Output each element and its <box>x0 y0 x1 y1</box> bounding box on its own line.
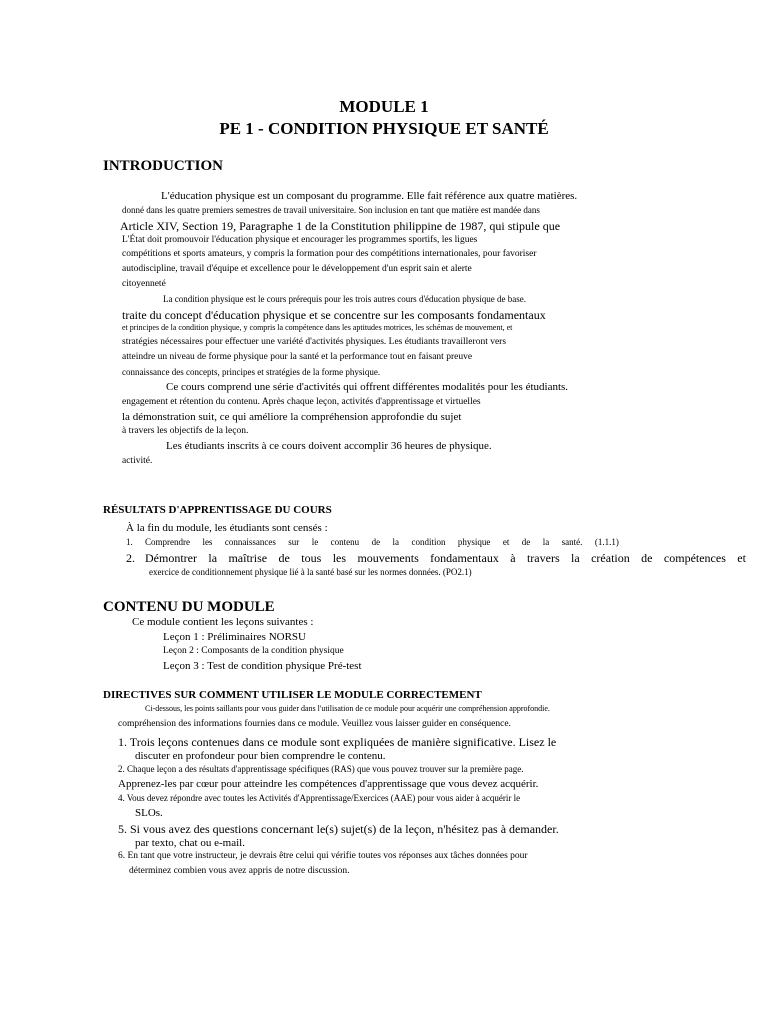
intro-line: à travers les objectifs de la leçon. <box>122 426 249 436</box>
intro-line: connaissance des concepts, principes et stratégies de la forme physique. <box>122 367 381 377</box>
intro-line: la démonstration suit, ce qui améliore la compréhension approfondie du sujet <box>122 411 462 423</box>
intro-line: et principes de la condition physique, y compris la compétence dans les aptitudes motrices, les schémas de mouvement, et <box>122 323 513 332</box>
intro-line: stratégies nécessaires pour effectuer une variété d'activités physiques. Les étudiants travailleront vers <box>122 337 507 347</box>
module-number: MODULE 1 <box>339 97 429 116</box>
directives-intro: Ci-dessous, les points saillants pour vous guider dans l'utilisation de ce module pour acquérir une compréhension approfondie. <box>145 704 550 713</box>
intro-line: donné dans les quatre premiers semestres de travail universitaire. Son inclusion en tant que matière est mandée dans <box>122 205 540 215</box>
intro-line: autodiscipline, travail d'équipe et excellence pour le développement d'un esprit sain et alerte <box>122 264 472 274</box>
directives-heading: DIRECTIVES SUR COMMENT UTILISER LE MODULE CORRECTEMENT <box>103 689 482 701</box>
module-title: PE 1 - CONDITION PHYSIQUE ET SANTÉ <box>219 119 549 138</box>
directive-item: 4. Vous devez répondre avec toutes les Activités d'Apprentissage/Exercices (AAE) pour vous aider à acquérir le <box>118 793 521 803</box>
outcome-number: 1. <box>126 537 133 547</box>
directive-item: 1. Trois leçons contenues dans ce module sont expliquées de manière significative. Lisez le <box>118 735 557 749</box>
outcome-item-1: Comprendre les connaissances sur le contenu de la condition physique et de la santé. (1.1.1) <box>145 537 619 547</box>
intro-line: La condition physique est le cours prérequis pour les trois autres cours d'éducation physique de base. <box>163 294 527 304</box>
directive-item-cont: déterminez combien vous avez appris de notre discussion. <box>129 866 350 876</box>
intro-line: compétitions et sports amateurs, y compris la formation pour des compétitions internationales, pour favoriser <box>122 249 537 259</box>
outcomes-intro: À la fin du module, les étudiants sont censés : <box>126 522 328 534</box>
intro-line: traite du concept d'éducation physique et se concentre sur les composants fondamentaux <box>122 308 546 322</box>
outcome-item-2: Démontrer la maîtrise de tous les mouvements fondamentaux à travers la création de compétences et <box>145 551 746 565</box>
introduction-heading: INTRODUCTION <box>103 158 224 174</box>
directive-item-cont: SLOs. <box>135 807 163 819</box>
intro-line: engagement et rétention du contenu. Après chaque leçon, activités d'apprentissage et virtuelles <box>122 397 481 407</box>
lesson-item: Leçon 2 : Composants de la condition physique <box>163 646 344 656</box>
directive-item: 5. Si vous avez des questions concernant le(s) sujet(s) de la leçon, n'hésitez pas à demander. <box>118 822 559 836</box>
directive-item: 6. En tant que votre instructeur, je devrais être celui qui vérifie toutes vos réponses aux tâches données pour <box>118 851 528 861</box>
intro-line: L'éducation physique est un composant du programme. Elle fait référence aux quatre matières. <box>161 190 578 202</box>
outcomes-heading: RÉSULTATS D'APPRENTISSAGE DU COURS <box>103 504 332 516</box>
lesson-item: Leçon 3 : Test de condition physique Pré-test <box>163 660 362 672</box>
content-heading: CONTENU DU MODULE <box>103 599 275 615</box>
outcome-number: 2. <box>126 551 135 565</box>
intro-line: Article XIV, Section 19, Paragraphe 1 de la Constitution philippine de 1987, qui stipule que <box>120 219 561 233</box>
intro-line: activité. <box>122 456 153 466</box>
intro-line: L'État doit promouvoir l'éducation physique et encourager les programmes sportifs, les ligues <box>122 235 478 245</box>
lesson-item: Leçon 1 : Préliminaires NORSU <box>163 631 306 643</box>
directive-item-cont: par texto, chat ou e-mail. <box>135 837 245 849</box>
directives-intro: compréhension des informations fournies dans ce module. Veuillez vous laisser guider en conséquence. <box>118 719 511 729</box>
intro-line: atteindre un niveau de forme physique pour la santé et la performance tout en faisant preuve <box>122 352 473 362</box>
intro-line: citoyenneté <box>122 279 166 289</box>
directive-item-cont: discuter en profondeur pour bien comprendre le contenu. <box>135 750 386 762</box>
directive-item-cont: Apprenez-les par cœur pour atteindre les compétences d'apprentissage que vous devez acquérir. <box>118 778 539 790</box>
intro-line: Ce cours comprend une série d'activités qui offrent différentes modalités pour les étudiants. <box>166 381 569 393</box>
directive-item: 2. Chaque leçon a des résultats d'apprentissage spécifiques (RAS) que vous pouvez trouver sur la première page. <box>118 764 524 774</box>
content-intro: Ce module contient les leçons suivantes : <box>132 616 314 628</box>
outcome-item-2-cont: exercice de conditionnement physique lié à la santé basé sur les normes données. (PO2.1) <box>149 567 472 577</box>
intro-line: Les étudiants inscrits à ce cours doivent accomplir 36 heures de physique. <box>166 440 492 452</box>
